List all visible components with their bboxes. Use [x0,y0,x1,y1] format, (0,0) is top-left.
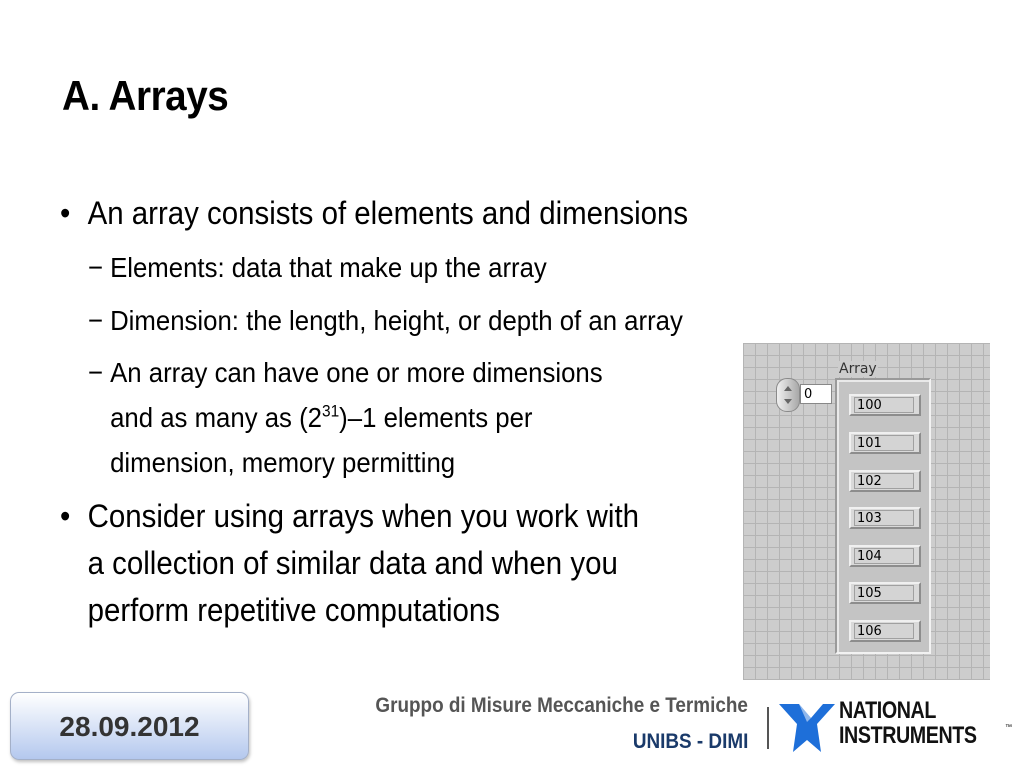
array-element-value: 103 [854,510,914,526]
decrement-arrow-icon[interactable] [784,399,792,404]
dash-marker: − [88,252,104,283]
bullet-text: An array consists of elements and dimensions [87,195,689,231]
date-text: 28.09.2012 [59,711,200,742]
array-frame [835,378,931,654]
footer-group-name: Gruppo di Misure Meccaniche e Termiche [375,694,748,717]
slide-title: A. Arrays [62,72,229,119]
sub-bullet-text-post: )–1 elements per [339,402,533,433]
date-badge [10,692,249,760]
bullet-marker: • [60,195,71,231]
array-element[interactable] [849,545,921,567]
array-element[interactable] [849,582,921,604]
index-spinner[interactable] [776,378,800,412]
array-element-value: 105 [854,585,914,601]
dash-marker: − [88,305,104,336]
sub-bullet-text-pre: and as many as (2 [110,402,322,433]
bullet-text: Consider using arrays when you work with [87,498,640,534]
logo-text-line1: NATIONAL [839,697,936,724]
array-element-value: 101 [854,435,914,451]
array-element-value: 106 [854,623,914,639]
national-instruments-logo [777,694,1017,758]
footer-department: UNIBS - DIMI [632,730,748,753]
array-element-value: 102 [854,473,914,489]
index-display[interactable]: 0 [800,384,832,404]
trademark-symbol: ™ [1005,724,1012,731]
bullet-text: a collection of similar data and when you [87,545,618,581]
sub-bullet-text: Dimension: the length, height, or depth of an array [110,305,683,336]
array-element-value: 100 [854,397,914,413]
exponent: 31 [321,401,340,421]
ni-eagle-icon [777,696,837,756]
labview-array-screenshot [743,343,990,680]
sub-bullet-text: Elements: data that make up the array [110,252,547,283]
sub-bullet-text: An array can have one or more dimensions [110,357,603,388]
bullet-text: perform repetitive computations [87,592,500,628]
increment-arrow-icon[interactable] [784,386,792,391]
array-element[interactable] [849,470,921,492]
dash-marker: − [88,357,104,388]
index-control[interactable] [776,378,834,410]
array-label: Array [839,361,877,377]
sub-bullet-text: dimension, memory permitting [110,447,456,478]
footer-divider [767,707,769,749]
array-element-value: 104 [854,548,914,564]
array-element[interactable] [849,620,921,642]
array-element[interactable] [849,432,921,454]
sub-bullet-text [110,395,532,441]
array-element[interactable] [849,507,921,529]
bullet-marker: • [60,498,71,534]
logo-text-line2: INSTRUMENTS [839,722,977,749]
array-element[interactable] [849,394,921,416]
